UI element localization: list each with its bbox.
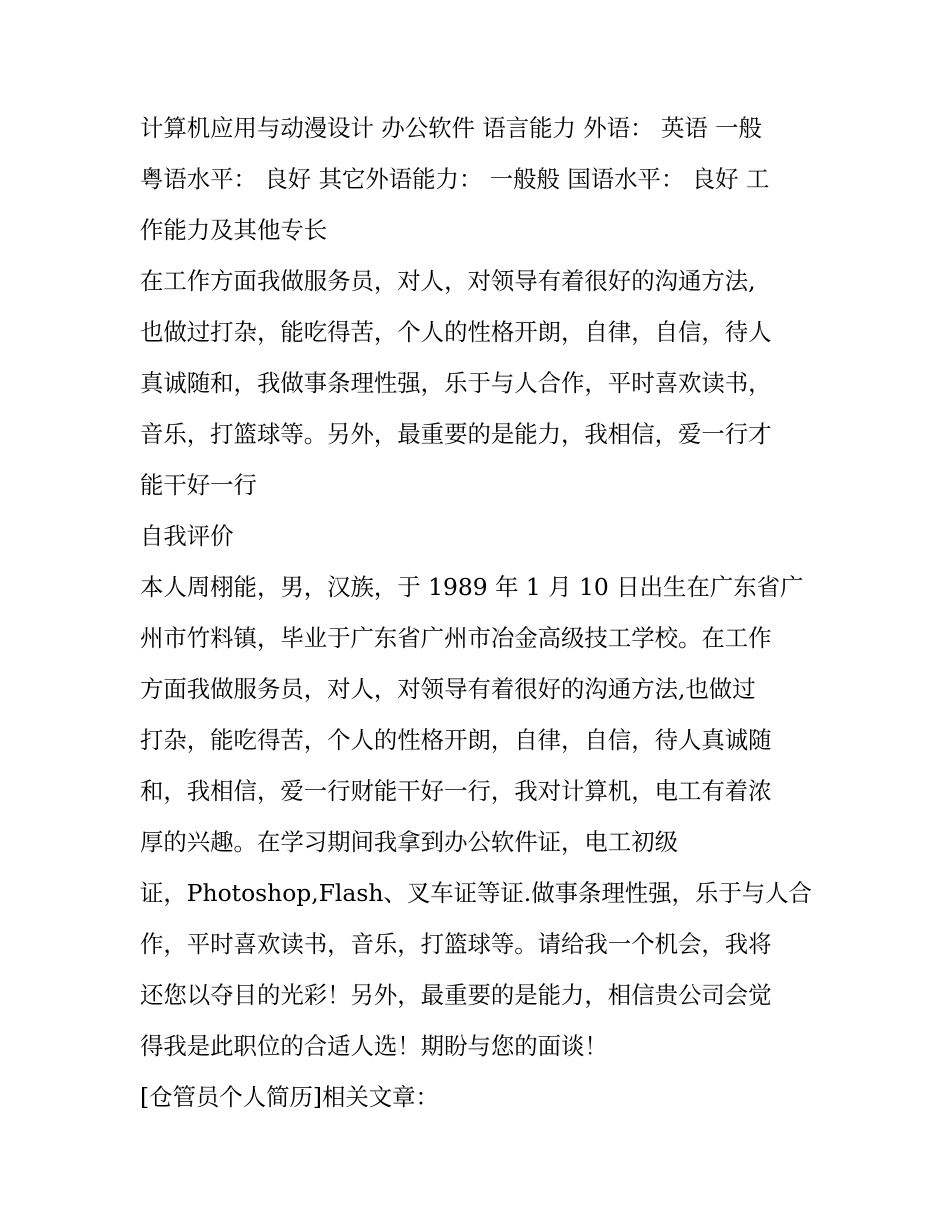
text-line: 音乐，打篮球等。另外，最重要的是能力，我相信，爱一行才: [140, 420, 772, 448]
text-line: 作能力及其他专长: [140, 216, 328, 244]
text-line: 真诚随和，我做事条理性强，乐于与人合作，平时喜欢读书，: [140, 369, 772, 397]
section-heading: 自我评价: [140, 522, 234, 550]
text-line: 方面我做服务员，对人，对领导有着很好的沟通方法,也做过: [140, 675, 756, 703]
document-body: [140, 103, 812, 1123]
text-line: 州市竹料镇，毕业于广东省广州市冶金高级技工学校。在工作: [140, 624, 772, 652]
text-line: 粤语水平： 良好 其它外语能力： 一般般 国语水平： 良好 工: [140, 165, 770, 193]
text-line: 能干好一行: [140, 471, 257, 499]
text-line: 证，Photoshop,Flash、叉车证等证.做事条理性强，乐于与人合: [140, 879, 812, 907]
text-line: 在工作方面我做服务员，对人，对领导有着很好的沟通方法,: [140, 267, 756, 295]
text-line: 打杂，能吃得苦，个人的性格开朗，自律，自信，待人真诚随: [140, 726, 772, 754]
text-line: 作，平时喜欢读书，音乐，打篮球等。请给我一个机会，我将: [140, 930, 772, 958]
text-line: 计算机应用与动漫设计 办公软件 语言能力 外语： 英语 一般: [140, 114, 762, 142]
text-line: 和，我相信，爱一行财能干好一行，我对计算机，电工有着浓: [140, 777, 772, 805]
related-articles-heading: [仓管员个人简历]相关文章：: [140, 1083, 439, 1111]
text-line: 也做过打杂，能吃得苦，个人的性格开朗，自律，自信，待人: [140, 318, 772, 346]
text-line: 厚的兴趣。在学习期间我拿到办公软件证，电工初级: [140, 828, 678, 856]
text-line: 还您以夺目的光彩！另外，最重要的是能力，相信贵公司会觉: [140, 981, 772, 1009]
text-line: 本人周栩能，男，汉族，于 1989 年 1 月 10 日出生在广东省广: [140, 573, 804, 601]
text-line: 得我是此职位的合适人选！期盼与您的面谈！: [140, 1032, 608, 1060]
